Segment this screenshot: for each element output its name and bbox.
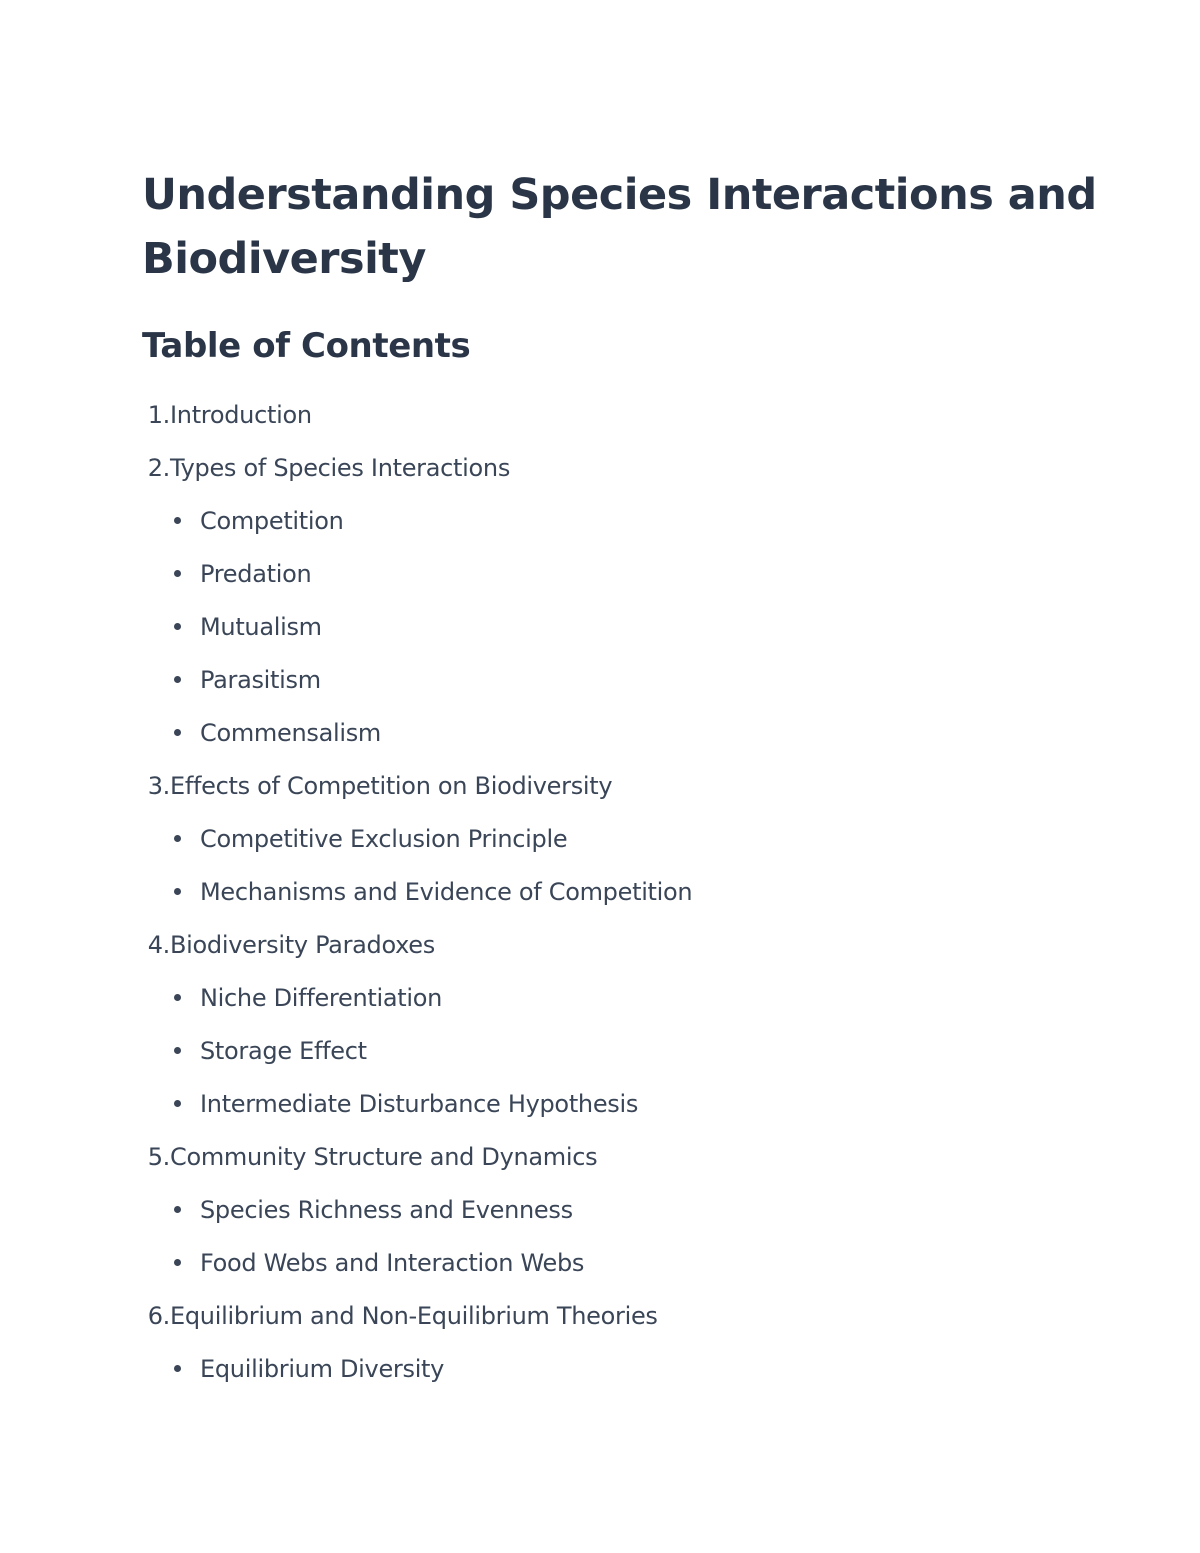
toc-section	[142, 1130, 1102, 1289]
toc-subentry-label: Niche Differentiation	[200, 983, 443, 1012]
toc-entry-number: 1.	[147, 400, 170, 429]
toc-section	[142, 759, 1102, 918]
toc-entry[interactable]	[142, 441, 1102, 494]
toc-entry[interactable]	[142, 388, 1102, 441]
toc-entry[interactable]	[142, 1130, 1102, 1183]
toc-section	[142, 441, 1102, 759]
toc-sublist	[142, 971, 1102, 1130]
toc-sublist	[142, 494, 1102, 759]
table-of-contents	[142, 388, 1102, 1395]
toc-subentry[interactable]	[142, 1024, 1102, 1077]
toc-subentry-label: Mutualism	[200, 612, 322, 641]
bullet-icon	[174, 729, 181, 736]
toc-entry-label: Community Structure and Dynamics	[170, 1142, 598, 1171]
toc-subentry[interactable]	[142, 865, 1102, 918]
toc-subentry[interactable]	[142, 653, 1102, 706]
toc-subentry[interactable]	[142, 547, 1102, 600]
toc-sublist	[142, 1342, 1102, 1395]
toc-sublist	[142, 812, 1102, 918]
toc-entry-label: Equilibrium and Non-Equilibrium Theories	[170, 1301, 658, 1330]
toc-subentry[interactable]	[142, 971, 1102, 1024]
toc-entry-number: 2.	[147, 453, 170, 482]
bullet-icon	[174, 1100, 181, 1107]
bullet-icon	[174, 888, 181, 895]
toc-subentry[interactable]	[142, 1077, 1102, 1130]
toc-entry-label: Effects of Competition on Biodiversity	[170, 771, 613, 800]
bullet-icon	[174, 517, 181, 524]
toc-heading: Table of Contents	[142, 326, 471, 366]
toc-entry-label: Biodiversity Paradoxes	[170, 930, 435, 959]
toc-subentry-label: Parasitism	[200, 665, 321, 694]
toc-subentry-label: Equilibrium Diversity	[200, 1354, 445, 1383]
toc-subentry[interactable]	[142, 812, 1102, 865]
toc-sublist	[142, 1183, 1102, 1289]
toc-subentry-label: Predation	[200, 559, 312, 588]
bullet-icon	[174, 994, 181, 1001]
bullet-icon	[174, 1259, 181, 1266]
document-title: Understanding Species Interactions and Biodiversity	[142, 170, 1097, 284]
toc-entry-label: Types of Species Interactions	[170, 453, 511, 482]
toc-entry-number: 6.	[147, 1301, 170, 1330]
toc-subentry[interactable]	[142, 1342, 1102, 1395]
bullet-icon	[174, 835, 181, 842]
toc-subentry[interactable]	[142, 494, 1102, 547]
toc-entry-number: 3.	[147, 771, 170, 800]
toc-subentry[interactable]	[142, 1183, 1102, 1236]
toc-subentry-label: Storage Effect	[200, 1036, 367, 1065]
toc-subentry-label: Food Webs and Interaction Webs	[200, 1248, 585, 1277]
toc-subentry-label: Intermediate Disturbance Hypothesis	[200, 1089, 639, 1118]
toc-section	[142, 1289, 1102, 1395]
bullet-icon	[174, 676, 181, 683]
toc-entry-label: Introduction	[170, 400, 312, 429]
toc-subentry-label: Competition	[200, 506, 344, 535]
toc-subentry[interactable]	[142, 600, 1102, 653]
bullet-icon	[174, 570, 181, 577]
toc-entry[interactable]	[142, 1289, 1102, 1342]
toc-subentry-label: Species Richness and Evenness	[200, 1195, 573, 1224]
toc-section	[142, 918, 1102, 1130]
toc-entry[interactable]	[142, 918, 1102, 971]
bullet-icon	[174, 623, 181, 630]
toc-subentry-label: Commensalism	[200, 718, 382, 747]
toc-subentry[interactable]	[142, 706, 1102, 759]
toc-subentry[interactable]	[142, 1236, 1102, 1289]
toc-subentry-label: Mechanisms and Evidence of Competition	[200, 877, 693, 906]
bullet-icon	[174, 1365, 181, 1372]
bullet-icon	[174, 1206, 181, 1213]
toc-subentry-label: Competitive Exclusion Principle	[200, 824, 568, 853]
toc-entry-number: 4.	[147, 930, 170, 959]
document-page	[142, 163, 1102, 1395]
toc-entry[interactable]	[142, 759, 1102, 812]
bullet-icon	[174, 1047, 181, 1054]
toc-entry-number: 5.	[147, 1142, 170, 1171]
toc-section	[142, 388, 1102, 441]
